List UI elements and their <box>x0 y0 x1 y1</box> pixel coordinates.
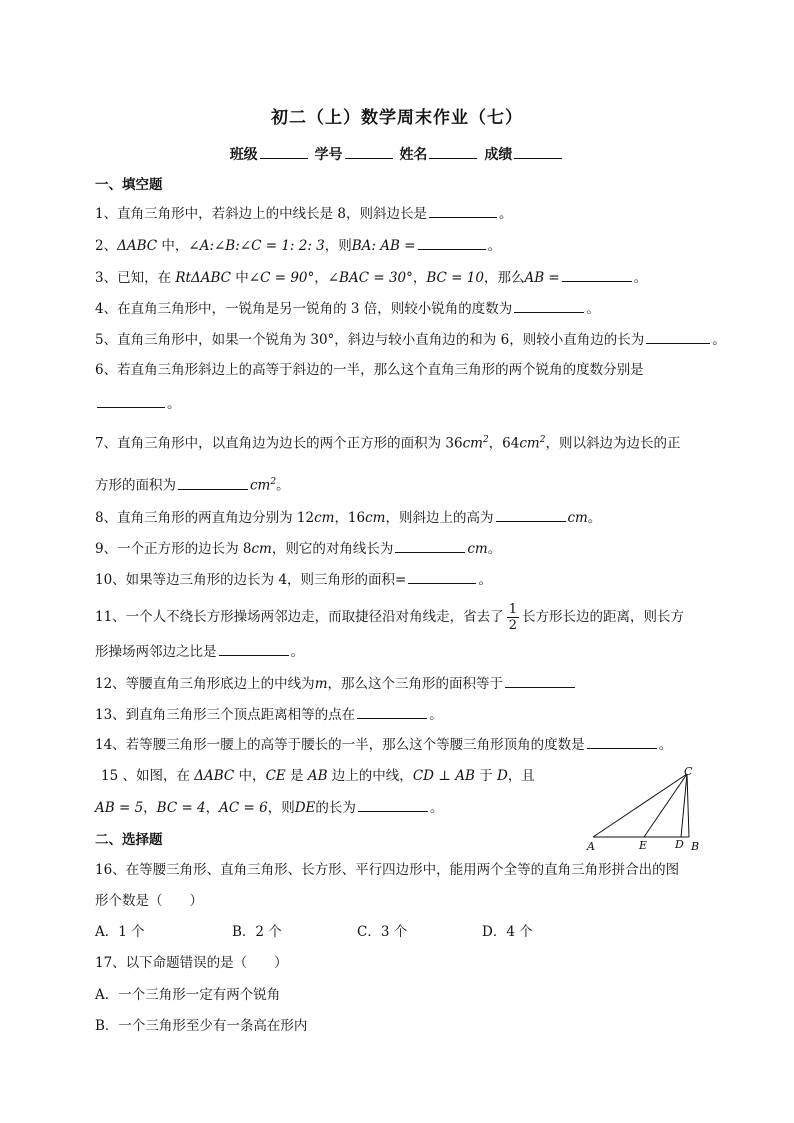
period: 。 <box>587 510 602 526</box>
question-11-cont <box>95 642 304 662</box>
q15-triangle: ΔABC <box>194 768 235 784</box>
question-16-text: 形个数是（ ） <box>95 893 203 909</box>
score-label: 成绩 <box>484 147 513 163</box>
question-6-cont <box>95 394 181 414</box>
q15-perp: CD ⊥ AB <box>412 768 475 784</box>
label-d: D <box>675 838 684 851</box>
name-blank[interactable] <box>429 146 477 159</box>
period: 。 <box>429 800 444 816</box>
question-17-option-a <box>95 985 280 1005</box>
q15-text: 边上的中线， <box>327 768 413 784</box>
option-c[interactable]: C．3 个 <box>357 924 408 940</box>
page-title: 初二（上）数学周末作业（七） <box>271 108 523 128</box>
q15-text: ，且 <box>507 768 535 784</box>
unit-cm: cm <box>251 541 272 557</box>
question-11 <box>95 600 684 634</box>
period: 。 <box>276 477 290 494</box>
answer-blank-6[interactable] <box>97 394 165 408</box>
question-15 <box>101 766 535 786</box>
question-17-text: 17、以下命题错误的是（ ） <box>95 955 288 971</box>
section-fill-blank-heading: 一、填空题 <box>95 177 163 193</box>
question-13-text: 13、到直角三角形三个顶点距离相等的点在 <box>95 707 356 723</box>
question-5 <box>95 330 726 350</box>
superscript-2: 2 <box>539 435 546 445</box>
q15-ab: AB <box>307 768 328 784</box>
question-8 <box>95 508 601 528</box>
section-choice-heading: 二、选择题 <box>95 832 163 848</box>
period: 。 <box>167 396 181 412</box>
q15-text: 的长为 <box>315 800 356 816</box>
question-11-text: 形操场两邻边之比是 <box>95 644 217 660</box>
question-2 <box>95 236 501 256</box>
answer-blank-8[interactable] <box>496 508 566 522</box>
superscript-2: 2 <box>482 435 489 445</box>
question-7-text: 7、直角三角形中，以直角边为边长的两个正方形的面积为 36 <box>95 435 463 452</box>
question-8-text: 8、直角三角形的两直角边分别为 12 <box>95 510 315 526</box>
question-7 <box>95 430 680 454</box>
q15-de: DE <box>294 800 316 816</box>
class-label: 班级 <box>229 147 258 163</box>
question-11-text: 长方形长边的距离，则长方 <box>521 609 684 625</box>
question-4-text: 4、在直角三角形中，一锐角是另一锐角的 3 倍，则较小锐角的度数为 <box>95 301 513 317</box>
q3-angle-c: ∠C = 90° <box>248 270 315 286</box>
answer-blank-3[interactable] <box>562 268 632 282</box>
label-c: C <box>684 765 693 778</box>
q15-comma: ， <box>205 800 220 816</box>
question-12-text: ，那么这个三角形的面积等于 <box>327 676 503 692</box>
fraction-denominator: 2 <box>508 618 517 633</box>
question-14 <box>95 735 672 755</box>
option-d[interactable]: D．4 个 <box>482 924 533 940</box>
question-13 <box>95 705 443 725</box>
unit-cm: cm <box>250 477 271 494</box>
answer-blank-14[interactable] <box>587 735 657 749</box>
answer-blank-9[interactable] <box>395 539 465 553</box>
period: 。 <box>290 644 304 660</box>
unit-cm: cm <box>314 510 335 526</box>
question-12-text: 12、等腰直角三角形底边上的中线为 <box>95 676 315 692</box>
q2-triangle: ΔABC <box>117 238 158 254</box>
q15-text: 15 、如图，在 <box>101 768 195 784</box>
q15-ce: CE <box>265 768 286 784</box>
question-7-text: 方形的面积为 <box>95 477 176 494</box>
answer-blank-15[interactable] <box>358 798 428 812</box>
question-17 <box>95 953 288 973</box>
q3-triangle: RtΔABC <box>175 270 231 286</box>
question-4 <box>95 299 600 319</box>
answer-blank-12[interactable] <box>505 674 575 688</box>
question-1-text: 1、直角三角形中，若斜边上的中线长是 8，则斜边长是 <box>95 206 427 222</box>
answer-blank-7[interactable] <box>178 476 248 490</box>
answer-blank-5[interactable] <box>646 330 710 344</box>
question-16 <box>95 860 679 880</box>
question-11-text: 11、一个人不绕长方形操场两邻边走，而取捷径沿对角线走，省去了 <box>95 609 504 625</box>
question-3 <box>95 268 647 288</box>
option-b[interactable]: B．一个三角形至少有一条高在形内 <box>95 1018 308 1034</box>
q2-text: ，则 <box>324 238 352 254</box>
superscript-2: 2 <box>270 477 277 487</box>
unit-cm: cm <box>462 435 483 452</box>
id-label: 学号 <box>314 147 343 163</box>
unit-cm: cm <box>519 435 540 452</box>
segment-ce <box>644 774 687 837</box>
question-8-text: ，则斜边上的高为 <box>385 510 494 526</box>
question-16-text: 16、在等腰三角形、直角三角形、长方形、平行四边形中，能用两个全等的直角三角形拼合出的图 <box>95 862 680 878</box>
q2-side-ratio: BA: AB = <box>351 238 416 254</box>
option-b[interactable]: B．2 个 <box>232 924 282 940</box>
q3-ab: AB = <box>524 270 560 286</box>
q2-text: 中， <box>157 238 189 254</box>
question-7-cont <box>95 472 290 496</box>
score-blank[interactable] <box>514 146 562 159</box>
label-a: A <box>587 840 595 853</box>
answer-blank-10[interactable] <box>408 570 476 584</box>
segment-ac <box>593 774 687 837</box>
period: 。 <box>586 301 600 317</box>
student-info-row <box>0 144 794 164</box>
question-14-text: 14、若等腰三角形一腰上的高等于腰长的一半，那么这个等腰三角形顶角的度数是 <box>95 737 585 753</box>
q3-text: 中 <box>230 270 249 286</box>
question-16-options <box>95 922 533 942</box>
q15-text: 是 <box>285 768 308 784</box>
answer-blank-11[interactable] <box>219 642 289 656</box>
question-7-text: ，64 <box>488 435 520 452</box>
q15-d: D <box>497 768 508 784</box>
q15-text: 中， <box>234 768 266 784</box>
triangle-figure <box>583 764 713 856</box>
class-blank[interactable] <box>260 146 308 159</box>
q2-angle-ratio: ∠A:∠B:∠C = 1: 2: 3 <box>188 238 325 254</box>
fraction-numerator: 1 <box>508 602 517 617</box>
question-10-text: 10、如果等边三角形的边长为 4，则三角形的面积= <box>95 572 407 588</box>
fraction-one-half <box>507 602 519 633</box>
segment-bc <box>687 774 689 837</box>
q15-comma: ， <box>143 800 157 816</box>
question-9-text: ，则它的对角线长为 <box>271 541 394 557</box>
question-6 <box>95 360 644 380</box>
period: 。 <box>429 707 443 723</box>
q3-comma: ， <box>314 270 328 286</box>
unit-cm: cm <box>365 510 386 526</box>
q3-comma: ， <box>412 270 427 286</box>
question-9 <box>95 539 501 559</box>
question-17-option-b <box>95 1016 307 1036</box>
question-8-text: ，16 <box>334 510 366 526</box>
q15-ab-value: AB = 5 <box>95 800 144 816</box>
q2-number: 2、 <box>95 238 118 254</box>
question-1 <box>95 204 512 224</box>
question-16-cont <box>95 891 203 911</box>
option-a[interactable]: A．1 个 <box>95 924 145 940</box>
period: 。 <box>498 206 513 222</box>
question-6-text: 6、若直角三角形斜边上的高等于斜边的一半，那么这个直角三角形的两个锐角的度数分别是 <box>95 362 644 378</box>
answer-blank-13[interactable] <box>357 705 427 719</box>
id-blank[interactable] <box>345 146 393 159</box>
q15-bc-value: BC = 4 <box>156 800 206 816</box>
name-label: 姓名 <box>399 147 428 163</box>
segment-cd <box>681 774 687 837</box>
period: 。 <box>658 737 673 753</box>
q15-ac-value: AC = 6 <box>219 800 268 816</box>
period: 。 <box>633 270 648 286</box>
question-15-cont <box>95 798 443 818</box>
q3-text: 3、已知，在 <box>95 270 176 286</box>
period: 。 <box>478 572 492 588</box>
period: 。 <box>487 541 502 557</box>
question-5-text: 5、直角三角形中，如果一个锐角为 30°，斜边与较小直角边的和为 6，则较小直角边的长为 <box>95 332 645 348</box>
question-12 <box>95 674 577 694</box>
answer-blank-1[interactable] <box>429 204 497 218</box>
period: 。 <box>712 332 726 348</box>
q3-text: ，那么 <box>483 270 525 286</box>
question-9-text: 9、一个正方形的边长为 8 <box>95 541 252 557</box>
q15-text: 于 <box>474 768 498 784</box>
answer-blank-2[interactable] <box>418 236 486 250</box>
answer-blank-4[interactable] <box>514 299 584 313</box>
q15-text: ，则 <box>267 800 295 816</box>
period: 。 <box>487 238 502 254</box>
label-e: E <box>639 839 648 852</box>
variable-m: m <box>314 676 328 692</box>
question-10 <box>95 570 492 590</box>
q3-bc: BC = 10 <box>426 270 484 286</box>
unit-cm: cm <box>467 541 488 557</box>
unit-cm: cm <box>567 510 588 526</box>
question-7-text: ，则以斜边为边长的正 <box>545 435 681 452</box>
label-b: B <box>691 840 700 853</box>
option-a[interactable]: A．一个三角形一定有两个锐角 <box>95 987 281 1003</box>
q3-angle-bac: ∠BAC = 30° <box>327 270 413 286</box>
